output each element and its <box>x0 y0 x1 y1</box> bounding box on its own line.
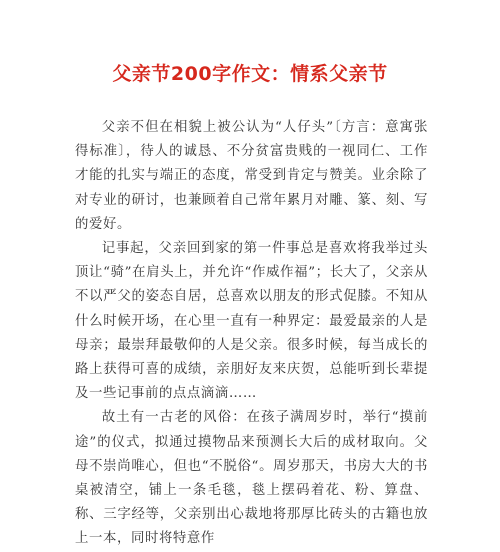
article-title: 父亲节200字作文：情系父亲节 <box>112 63 388 85</box>
paragraph-1: 父亲不但在相貌上被公认为“人仔头”〔方言：意寓张得标准〕，待人的诚恳、不分贫富贵贱的一视同仁、工作才能的扎实与端正的态度，常受到肯定与赞美。业余除了对专业的研讨，也兼顾着自己常年累月对雕、篆、刻、写的爱好。 <box>75 120 428 232</box>
article-body <box>75 116 428 552</box>
paragraph-3: 故土有一古老的风俗：在孩子满周岁时，举行“摸前途”的仪式，拟通过摸物品来预测长大后的成材取向。父母不崇尚唯心，但也“不脱俗“。周岁那天，书房大大的书桌被清空，铺上一条毛毯，毯上摆码着花、粉、算盘、称、三字经等，父亲别出心裁地将那厚比砖头的古籍也放上一本，同时将特意作 <box>75 410 428 547</box>
paragraph-2: 记事起，父亲回到家的第一件事总是喜欢将我举过头顶让“骑”在肩头上，并允许“作威作福”；长大了，父亲从不以严父的姿态自居，总喜欢以朋友的形式促膝。不知从什么时候开场，在心里一直有一种界定：最爱最亲的人是母亲；最崇拜最敬仰的人是父亲。很多时候，每当成长的路上获得可喜的成绩，亲朋好友来庆贺，总能听到长辈提及一些记事前的点点滴滴…… <box>75 241 428 402</box>
